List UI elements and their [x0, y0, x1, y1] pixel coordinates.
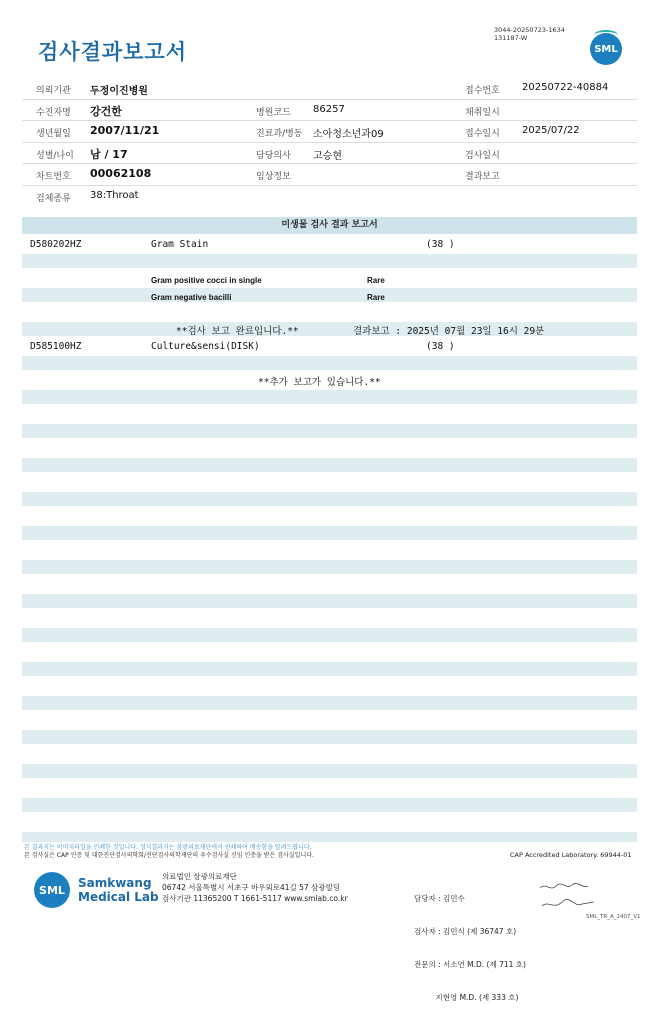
stripe — [22, 458, 637, 472]
stripe — [22, 560, 637, 574]
test2-code: D585100HZ — [30, 341, 82, 352]
name-label: 수진자명 — [36, 107, 71, 118]
page-title: 검사결과보고서 — [38, 40, 188, 64]
stripe — [22, 492, 637, 506]
info-row-5 — [22, 164, 637, 186]
stripe — [22, 662, 637, 676]
stripe — [22, 390, 637, 404]
name-value: 강건한 — [90, 104, 122, 118]
test1-name: Gram Stain — [151, 239, 209, 250]
test1-specimen: (38 ) — [426, 239, 455, 250]
hospital-label: 의뢰기관 — [36, 86, 71, 96]
specimen-label: 검체종류 — [36, 193, 71, 204]
doctor-value: 고승현 — [313, 150, 342, 162]
report-complete-message: **검사 보고 완료입니다.** — [176, 326, 299, 337]
document-id — [494, 26, 565, 42]
info-row-2 — [22, 100, 637, 122]
document-id-line1: 3044-20250723-1634 — [494, 26, 565, 34]
test2-name: Culture&sensi(DISK) — [151, 341, 260, 352]
receipt-date-label: 접수일시 — [465, 129, 500, 139]
chart-no-label: 차트번호 — [36, 172, 71, 182]
test1-code: D580202HZ — [30, 239, 82, 250]
stripe — [22, 322, 637, 336]
results-section-title: 미생물 검사 결과 보고서 — [22, 217, 637, 234]
stripe — [22, 696, 637, 710]
stripe — [22, 288, 637, 302]
dob-value: 2007/11/21 — [90, 124, 160, 137]
chart-no-value: 00062108 — [90, 167, 152, 180]
cap-accreditation: CAP Accredited Laboratory. 69944-01 — [510, 851, 632, 859]
stripe — [22, 424, 637, 438]
stripe — [22, 832, 637, 842]
dept-label: 진료과/병동 — [256, 129, 303, 139]
footer-sml-logo: SML — [34, 872, 70, 908]
test-date-label: 검사일시 — [465, 150, 500, 161]
hosp-code-label: 병원코드 — [256, 107, 291, 118]
stripe — [22, 798, 637, 812]
report-timestamp: 결과보고 : 2025년 07월 23일 16시 29분 — [353, 326, 545, 337]
stripe — [22, 526, 637, 540]
lab-staff — [414, 871, 526, 1014]
address-line3: 검사기관 11365200 T 1661-5117 www.smlab.co.kr — [162, 894, 348, 903]
dob-label: 생년월일 — [36, 129, 71, 139]
test2-specimen: (38 ) — [426, 341, 455, 352]
report-label: 결과보고 — [465, 172, 500, 182]
dept-value: 소아청소년과09 — [313, 129, 384, 140]
sex-age-value: 남 / 17 — [90, 147, 128, 161]
staff-line1: 담당자 : 김민수 — [414, 894, 465, 903]
hospital-value: 두정이진병원 — [90, 86, 148, 97]
accreditation-notice: 본 검사실은 CAP 인증 및 대한진단검사의학회/진단검사의학재단의 우수검사실 신임 인증을 받은 검사실입니다. — [24, 852, 314, 859]
clinical-label: 임상정보 — [256, 172, 291, 182]
address-line2: 06742 서울특별시 서초구 바우뫼로41길 57 삼광빌딩 — [162, 883, 341, 892]
print-notice: 본 결과지는 이미지파일을 인쇄한 것입니다. 정식결과지는 삼광의료재단에서 인쇄하여 배송함을 알려드립니다. — [24, 844, 312, 851]
info-row-1 — [22, 78, 637, 100]
brand-line2: Medical Lab — [78, 890, 159, 904]
stripe — [22, 730, 637, 744]
lab-address — [162, 871, 348, 904]
staff-line3: 전문의 : 서소연 M.D. (제 711 호) — [414, 960, 526, 969]
finding1-name: Gram positive cocci in single — [151, 276, 262, 285]
sml-logo: SML — [590, 33, 622, 65]
finding2-value: Rare — [367, 293, 385, 302]
specimen-value: 38:Throat — [90, 189, 139, 201]
staff-line4: 지현영 M.D. (제 333 호) — [414, 993, 519, 1002]
stripe — [22, 628, 637, 642]
collect-date-label: 채취일시 — [465, 107, 500, 118]
address-line1: 의료법인 삼광의료재단 — [162, 872, 237, 881]
stripe — [22, 356, 637, 370]
finding1-value: Rare — [367, 276, 385, 285]
info-row-3 — [22, 121, 637, 143]
receipt-no-value: 20250722-40884 — [522, 82, 609, 93]
stripe — [22, 254, 637, 268]
finding2-name: Gram negative bacilli — [151, 293, 232, 302]
signature-image — [538, 880, 598, 914]
stripe — [22, 764, 637, 778]
receipt-no-label: 접수번호 — [465, 86, 500, 96]
staff-line2: 검사자 : 김민식 (제 36747 호) — [414, 927, 517, 936]
hosp-code-value: 86257 — [313, 103, 345, 115]
patient-info-table — [22, 78, 637, 206]
brand-line1: Samkwang — [78, 876, 152, 890]
stripe — [22, 594, 637, 608]
info-row-6 — [22, 186, 637, 207]
form-code: SML_TR_A_2407_V1 — [586, 914, 641, 920]
info-row-4 — [22, 143, 637, 165]
doctor-label: 담당의사 — [256, 150, 291, 161]
footer-brand — [78, 876, 159, 904]
sex-age-label: 성별/나이 — [36, 150, 74, 161]
receipt-date-value: 2025/07/22 — [522, 125, 580, 136]
document-id-line2: 131187-W — [494, 34, 528, 42]
additional-report-message: **추가 보고가 있습니다.** — [258, 377, 381, 388]
